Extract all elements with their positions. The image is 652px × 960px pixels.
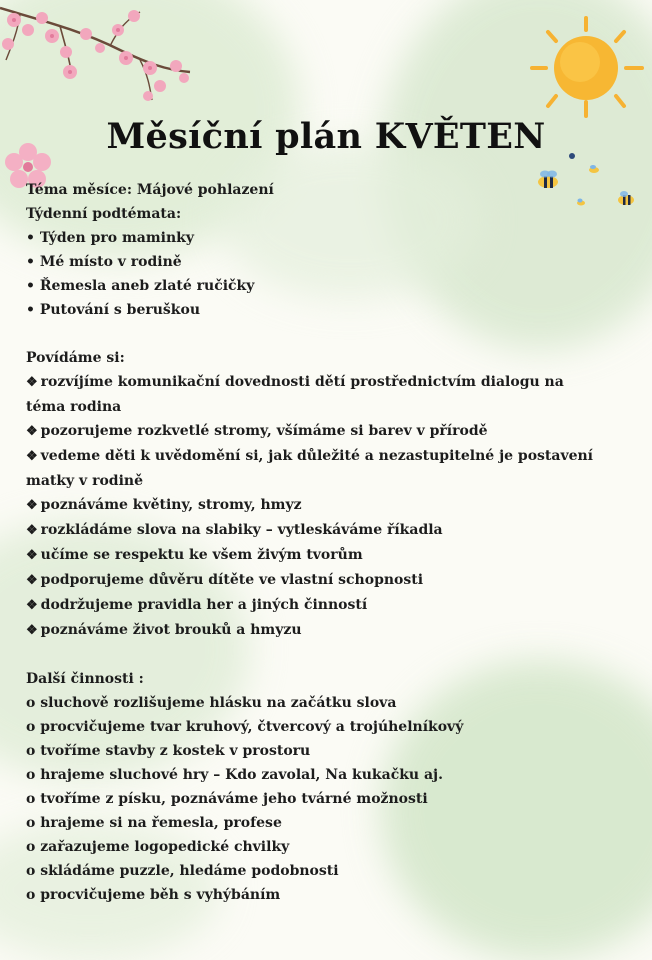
diamond-bullet-icon: ❖ [26,573,38,588]
diamond-bullet-icon: ❖ [26,498,38,513]
talk-item-continuation: matky v rodině [26,473,143,489]
talk-item: ❖ poznáváme květiny, stromy, hmyz [26,497,302,513]
talk-item-continuation: téma rodina [26,399,122,415]
other-item: o hrajeme si na řemesla, profese [26,815,282,831]
diamond-bullet-icon: ❖ [26,548,38,563]
other-item: o tvoříme stavby z kostek v prostoru [26,743,311,759]
other-item: o sluchově rozlišujeme hlásku na začátku slova [26,695,397,711]
month-theme: Téma měsíce: Májové pohlazení [26,182,274,198]
talk-item: ❖ pozorujeme rozkvetlé stromy, všímáme si barev v přírodě [26,423,488,439]
talk-heading: Povídáme si: [26,350,125,366]
diamond-bullet-icon: ❖ [26,424,38,439]
other-heading: Další činnosti : [26,671,144,687]
diamond-bullet-icon: ❖ [26,449,38,464]
bee-icon [616,190,636,206]
diamond-bullet-icon: ❖ [26,623,38,638]
other-item: o hrajeme sluchové hry – Kdo zavolal, Na kukačku aj. [26,767,443,783]
other-item: o zařazujeme logopedické chvilky [26,839,290,855]
diamond-bullet-icon: ❖ [26,375,38,390]
weekly-heading: Týdenní podtémata: [26,206,182,222]
weekly-topic: • Putování s beruškou [26,302,201,318]
sun-icon [524,14,648,122]
other-item: o procvičujeme tvar kruhový, čtvercový a trojúhelníkový [26,719,464,735]
talk-item: ❖ rozkládáme slova na slabiky – vytleskáváme říkadla [26,522,443,538]
weekly-topic: • Týden pro maminky [26,230,194,246]
weekly-topic: • Mé místo v rodině [26,254,182,270]
diamond-bullet-icon: ❖ [26,598,38,613]
other-item: o procvičujeme běh s vyhýbáním [26,887,281,903]
talk-item: ❖ učíme se respektu ke všem živým tvorům [26,547,363,563]
diamond-bullet-icon: ❖ [26,523,38,538]
talk-item: ❖ dodržujeme pravidla her a jiných činností [26,597,368,613]
weekly-topic: • Řemesla aneb zlaté ručičky [26,278,255,294]
talk-item: ❖ podporujeme důvěru dítěte ve vlastní schopnosti [26,572,424,588]
talk-item: ❖ rozvíjíme komunikační dovednosti dětí prostřednictvím dialogu na [26,374,564,390]
other-item: o skládáme puzzle, hledáme podobnosti [26,863,339,879]
page-title: Měsíční plán KVĚTEN [106,116,546,157]
cherry-blossom-branch-icon [0,0,200,110]
bee-icon [588,164,600,174]
other-item: o tvoříme z písku, poznáváme jeho tvárné možnosti [26,791,428,807]
talk-item: ❖ vedeme děti k uvědomění si, jak důležité a nezastupitelné je postavení [26,448,593,464]
talk-item: ❖ poznáváme život brouků a hmyzu [26,622,302,638]
plan-content [26,178,616,907]
